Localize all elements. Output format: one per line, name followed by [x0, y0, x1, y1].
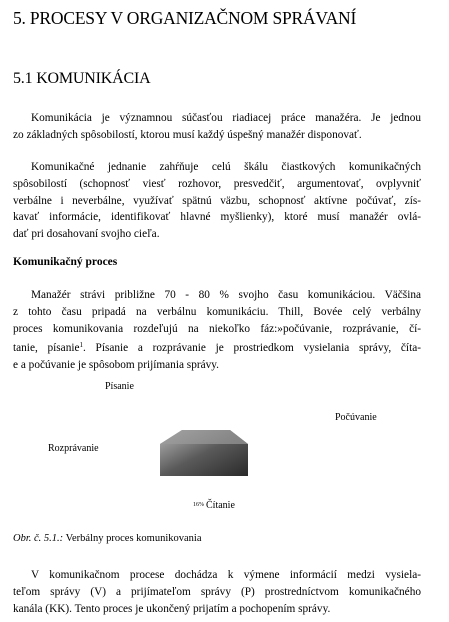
reading-percent: 16% [193, 502, 204, 508]
paragraph-line: V komunikačnom procese dochádza k výmene informácií medzi vysiela- [31, 569, 421, 581]
paragraph-line: teľom správy (V) a prijímateľom správy (P) prostredníctvom komunikačného [13, 585, 421, 598]
line-rest: . Písanie a rozprávanie je prostriedkom vysielania správy, číta- [83, 342, 421, 355]
paragraph-line: verbálne i neverbálne, využívať spätnú väzbu, schopnosť aktívne počúvať, zís- [13, 194, 421, 207]
figure-caption [13, 533, 202, 544]
paragraph-line: z tohto času pripadá na verbálnu komunikáciu. Thill, Bovée celý verbálny [13, 305, 421, 318]
paragraph-line: Komunikačné jednanie zahŕňuje celú škálu čiastkových komunikačných [31, 161, 421, 173]
subheading: Komunikačný proces [13, 256, 118, 268]
caption-text: Verbálny proces komunikovania [63, 533, 202, 544]
figure-label-speaking: Rozprávanie [48, 443, 99, 454]
line-start: tanie, písanie [13, 342, 80, 355]
paragraph-line: kavať informácie, identifikovať hlavné myšlienky), ktoré musí manažér ovlá- [13, 211, 421, 224]
section-heading: 5.1 KOMUNIKÁCIA [13, 70, 151, 87]
paragraph-4 [13, 567, 421, 617]
figure-label-listening: Počúvanie [335, 412, 377, 423]
caption-prefix: Obr. č. 5.1.: [13, 533, 64, 544]
paragraph-line: proces komunikovania rozdeľujú na niekoľko fáz:»počúvanie, rozprávanie, čí- [13, 322, 421, 335]
paragraph-line: Manažér strávi približne 70 - 80 % svojho času komunikáciou. Väčšina [31, 289, 421, 301]
reading-text: Čítanie [206, 500, 235, 511]
paragraph-line: dať pri dosahovaní svojho cieľa. [13, 228, 160, 241]
figure-label-writing: Písanie [105, 381, 134, 392]
figure-label-reading [193, 500, 235, 511]
pie-wedge-graphic [160, 430, 250, 478]
paragraph-line: spôsobilostí (schopnosť viesť rozhovor, presvedčiť, argumentovať, ovplyvniť [13, 177, 421, 190]
paragraph-line [13, 337, 421, 357]
paragraph-line: kanála (KK). Tento proces je ukončený prijatím a pochopením správy. [13, 602, 331, 615]
footnote-marker: 1 [79, 341, 83, 350]
chapter-heading: 5. PROCESY V ORGANIZAČNOM SPRÁVANÍ [13, 8, 357, 28]
wedge-top [160, 430, 248, 444]
paragraph-line: e a počúvanie je spôsobom prijímania správy. [13, 359, 220, 372]
paragraph-2 [13, 159, 421, 243]
paragraph-1 [13, 110, 421, 144]
paragraph-line: zo základných spôsobilostí, ktorou musí každý úspešný manažér disponovať. [13, 128, 362, 141]
paragraph-3 [13, 287, 421, 374]
paragraph-line: Komunikácia je významnou súčasťou riadiacej práce manažéra. Je jednou [31, 112, 421, 124]
